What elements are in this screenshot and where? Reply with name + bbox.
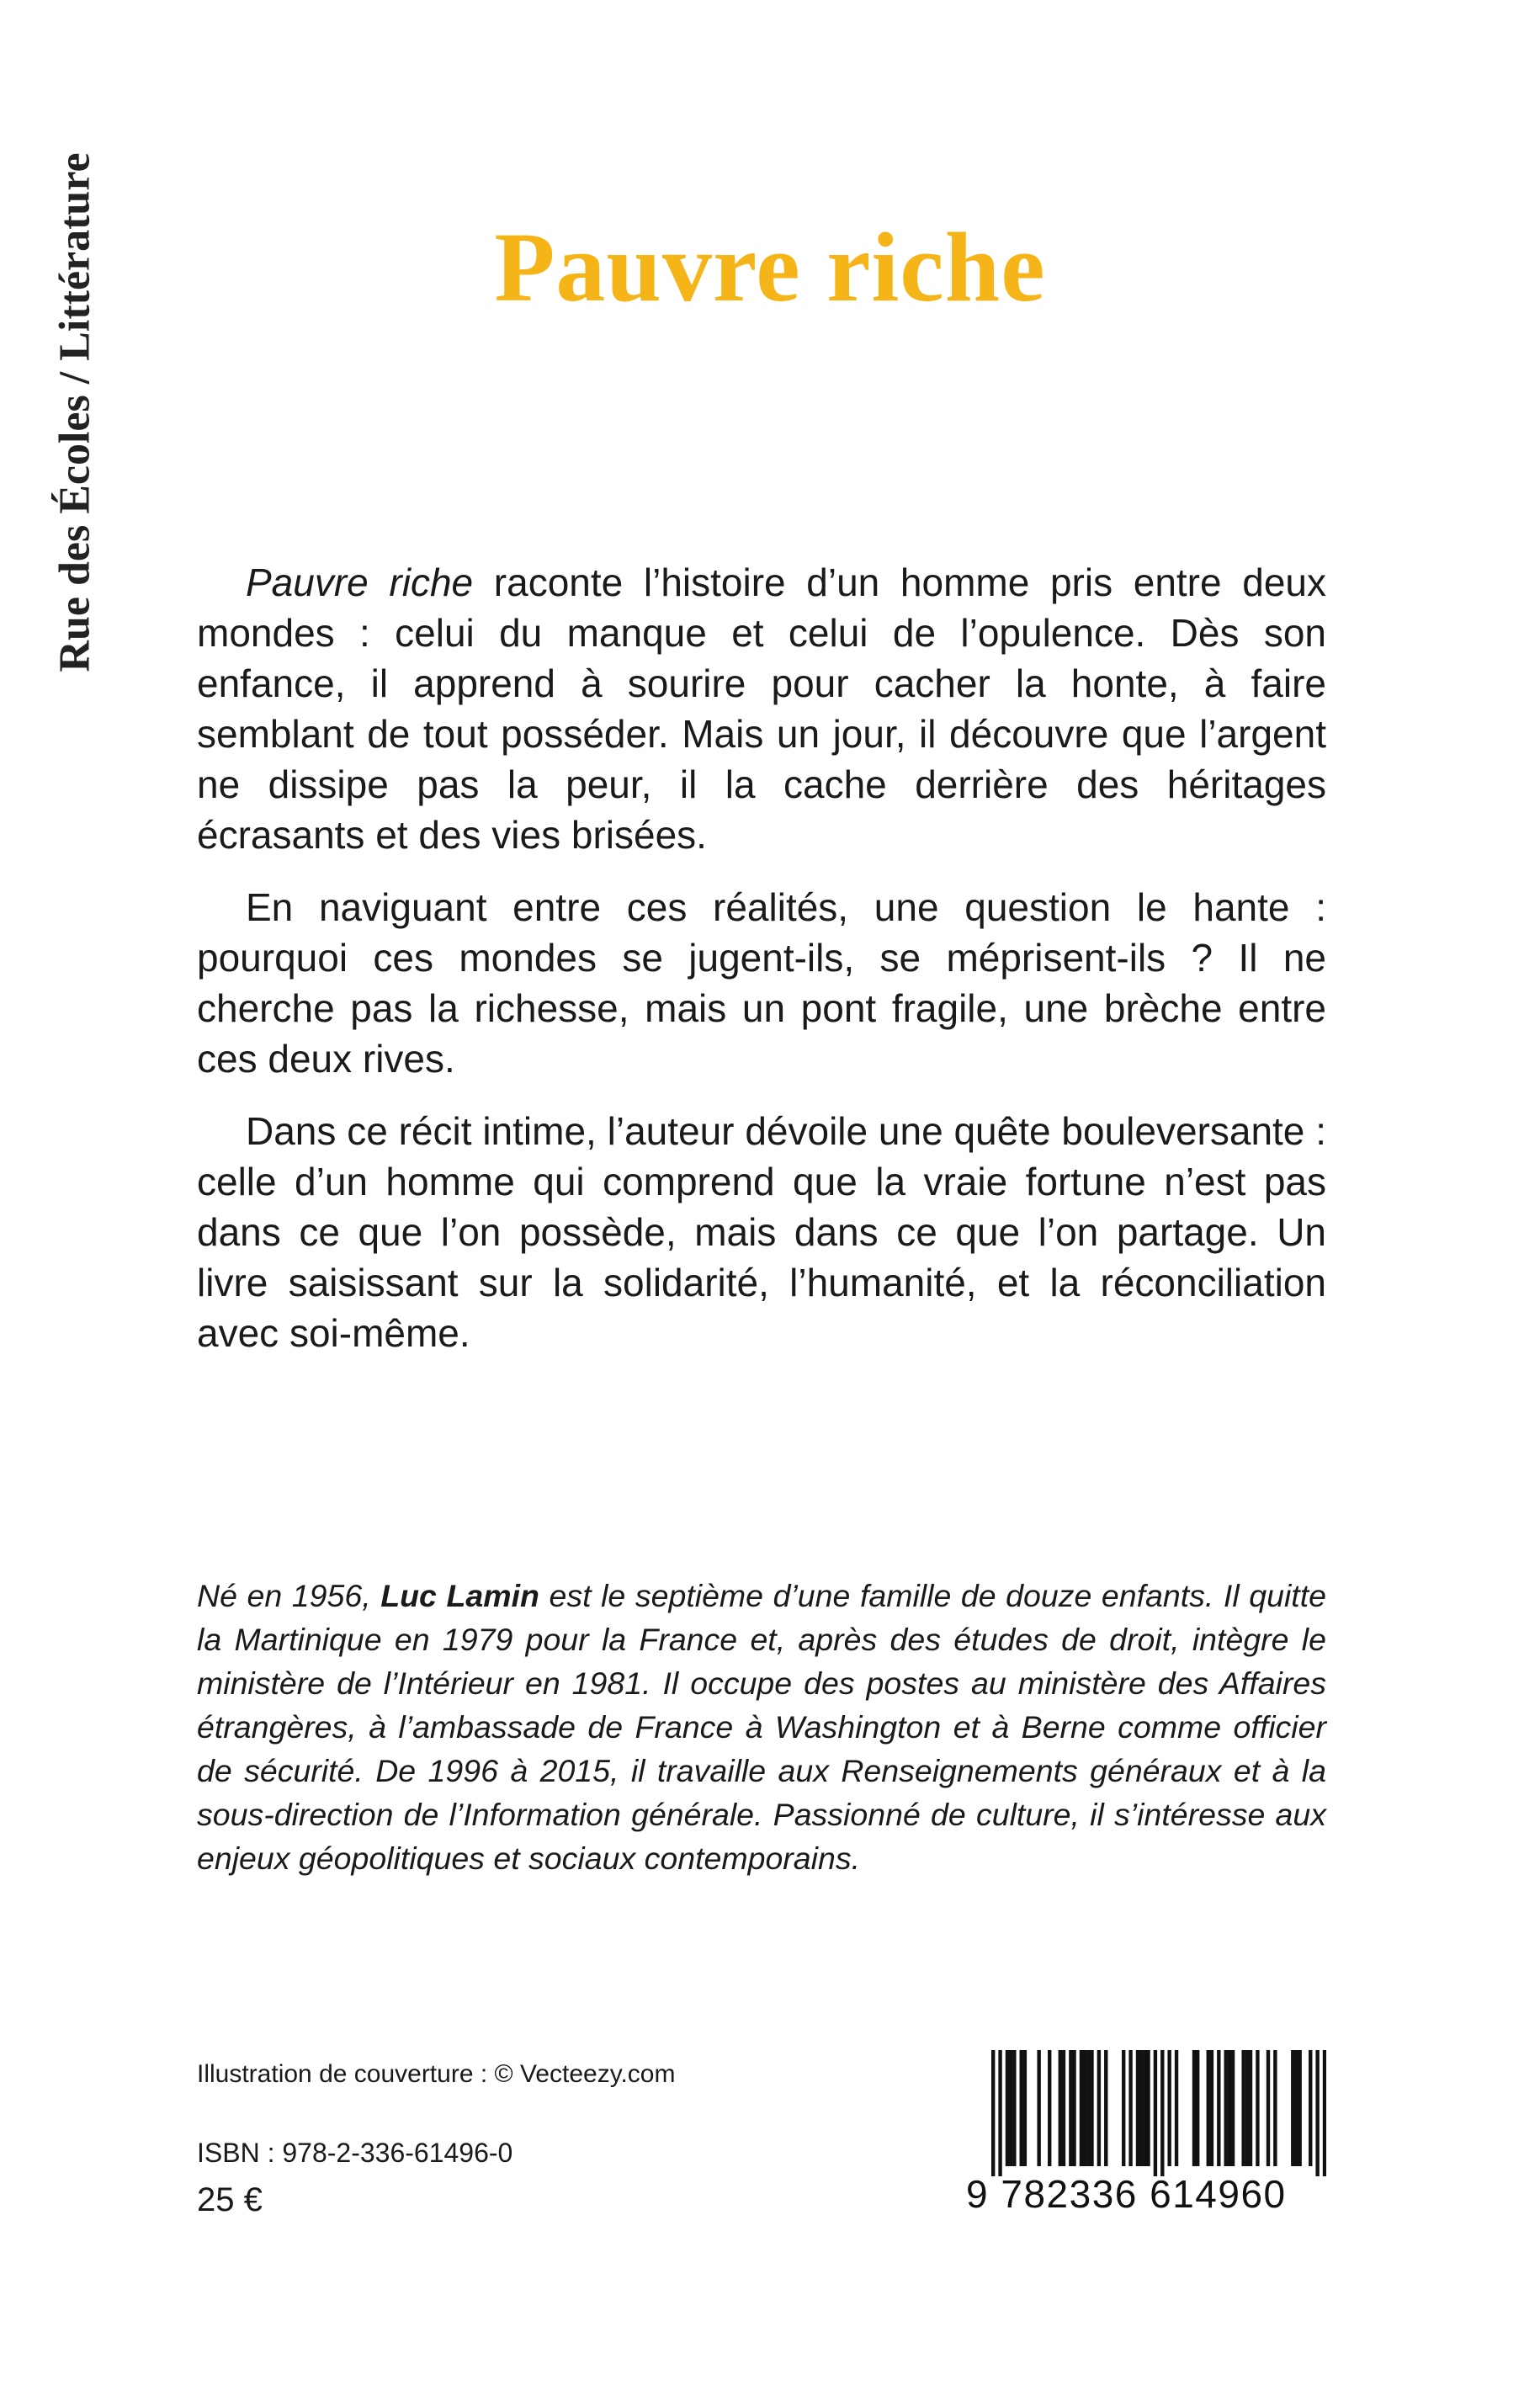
barcode-bar xyxy=(1059,2050,1062,2166)
blurb-title-italic: Pauvre riche xyxy=(246,560,474,604)
barcode-bar xyxy=(1104,2050,1107,2166)
barcode-bar xyxy=(1143,2050,1146,2166)
barcode-bar xyxy=(1175,2050,1178,2166)
blurb-paragraph-1-text: raconte l’histoire d’un homme pris entre deux mondes : celui du manque et celui de l’opulence. Dès son enfance, il apprend à sourire pour cacher la honte, à faire semblant de tout posséder. Mais un jour, il découvre que l’argent ne dissipe pas la peur, il la cache derrière des héritages écrasants et des vies brisées. xyxy=(197,560,1326,857)
barcode-bar xyxy=(998,2050,1001,2176)
barcode-bar xyxy=(1062,2050,1065,2166)
barcode-bar xyxy=(1309,2050,1312,2166)
barcode-bar xyxy=(1086,2050,1090,2166)
barcode-bar xyxy=(1291,2050,1294,2166)
barcode-bar xyxy=(1228,2050,1231,2166)
barcode-bar xyxy=(1160,2050,1164,2176)
barcode-bar xyxy=(1048,2050,1051,2166)
barcode-bar xyxy=(1192,2050,1196,2166)
barcode-bar xyxy=(1006,2050,1009,2166)
blurb-paragraph-3: Dans ce récit intime, l’auteur dévoile une quête bouleversante : celle d’un homme qui comprend que la vraie fortune n’est pas dans ce que l’on possède, mais dans ce que l’on partage. Un livre saisissant sur la solidarité, l’humanité, et la réconciliation avec soi-même. xyxy=(197,1109,1326,1355)
barcode-bar xyxy=(1072,2050,1075,2166)
barcode-bar xyxy=(1210,2050,1213,2166)
barcode-bar xyxy=(1217,2050,1220,2166)
back-cover-blurb xyxy=(197,557,1326,1380)
barcode-bar xyxy=(991,2050,995,2176)
barcode-bar xyxy=(1097,2050,1101,2166)
barcode-bar xyxy=(1154,2050,1157,2176)
barcode-bar xyxy=(1207,2050,1210,2166)
barcode-bar xyxy=(1146,2050,1150,2166)
barcode-bars-icon xyxy=(991,2050,1326,2176)
barcode-bar xyxy=(1267,2050,1270,2166)
barcode-bar xyxy=(1128,2050,1132,2166)
series-label: Rue des Écoles / Littérature xyxy=(50,152,99,672)
book-title: Pauvre riche xyxy=(494,212,1046,322)
barcode-bar xyxy=(1139,2050,1143,2166)
barcode-bar xyxy=(1323,2050,1326,2176)
barcode-bar xyxy=(1196,2050,1199,2166)
spine-label xyxy=(40,93,109,732)
barcode-bar xyxy=(1080,2050,1083,2166)
barcode-bar xyxy=(1136,2050,1139,2166)
barcode-bar xyxy=(1315,2050,1319,2176)
blurb-paragraph-1 xyxy=(197,557,1326,860)
barcode-bar xyxy=(1037,2050,1040,2166)
barcode-bar xyxy=(1231,2050,1235,2166)
barcode-bar xyxy=(1256,2050,1259,2166)
illustration-credit: Illustration de couverture : © Vecteezy.com xyxy=(197,2060,676,2088)
barcode-digits: 9 782336 614960 xyxy=(966,2172,1287,2216)
barcode xyxy=(966,2042,1326,2217)
barcode-bar xyxy=(1167,2050,1171,2166)
barcode-bar xyxy=(1122,2050,1125,2166)
barcode-bar xyxy=(1083,2050,1086,2166)
bio-text: est le septième d’une famille de douze enfants. Il quitte la Martinique en 1979 pour la France et, après des études de droit, intègre le ministère de l’Intérieur en 1981. Il occupe des postes au ministère des Affaires étrangères, à l’ambassade de France à Washington et à Berne comme officier de sécurité. De 1996 à 2015, il travaille aux Renseignements généraux et à la sous-direction de l’Information générale. Passionné de culture, il s’intéresse aux enjeux géopolitiques et sociaux contemporains. xyxy=(197,1578,1326,1876)
blurb-paragraph-2: En naviguant entre ces réalités, une question le hante : pourquoi ces mondes se jugent-ils, se méprisent-ils ? Il ne cherche pas la richesse, mais un pont fragile, une brèche entre ces deux rives. xyxy=(197,885,1326,1081)
barcode-bar xyxy=(1224,2050,1228,2166)
barcode-bar xyxy=(1009,2050,1012,2166)
bio-intro: Né en 1956, xyxy=(197,1578,381,1613)
author-bio xyxy=(197,1574,1326,1880)
barcode-bar xyxy=(1241,2050,1245,2166)
isbn: ISBN : 978-2-336-61496-0 xyxy=(197,2138,513,2168)
barcode-bar xyxy=(1012,2050,1016,2166)
barcode-bar xyxy=(1023,2050,1027,2166)
barcode-bar xyxy=(1298,2050,1301,2166)
barcode-bar xyxy=(1020,2050,1023,2166)
barcode-bar xyxy=(1090,2050,1093,2166)
barcode-bar xyxy=(1273,2050,1277,2166)
barcode-bar xyxy=(1069,2050,1072,2166)
barcode-bar xyxy=(1245,2050,1249,2166)
barcode-bar xyxy=(1249,2050,1252,2166)
price: 25 € xyxy=(197,2181,263,2218)
barcode-bar xyxy=(1294,2050,1298,2166)
author-name: Luc Lamin xyxy=(380,1578,539,1613)
